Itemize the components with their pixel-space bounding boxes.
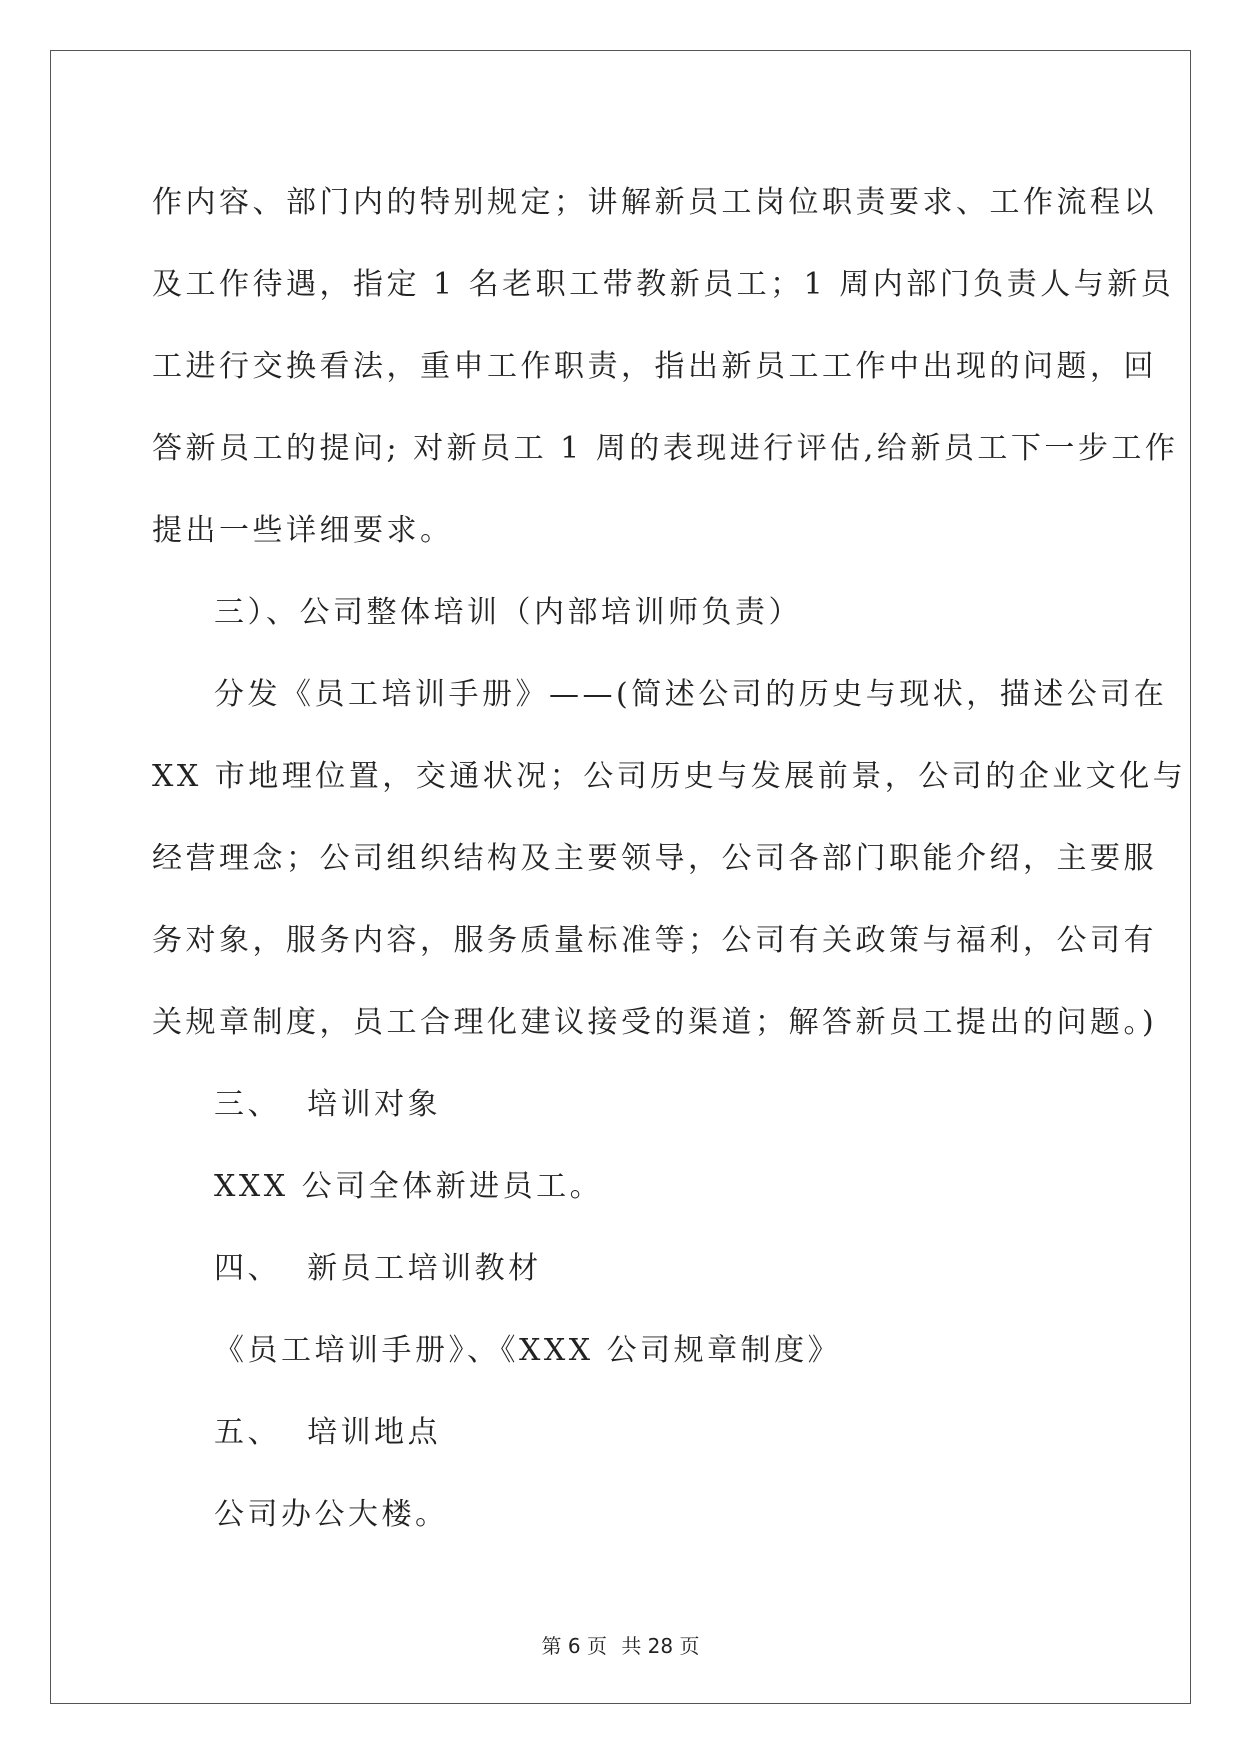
body-line: 关规章制度，员工合理化建议接受的渠道；解答新员工提出的问题。): [152, 1005, 1158, 1040]
page-number-current: 第 6 页: [541, 1634, 607, 1658]
materials-text: 《员工培训手册》、《XXX 公司规章制度》: [214, 1333, 842, 1368]
page-footer: [0, 1630, 1241, 1659]
section-heading-materials: 四、 新员工培训教材: [214, 1251, 542, 1286]
body-line: 提出一些详细要求。: [152, 513, 454, 548]
trainees-text: XXX 公司全体新进员工。: [214, 1169, 604, 1204]
page-number-total: 共 28 页: [621, 1634, 700, 1658]
section-heading-trainees: 三、 培训对象: [214, 1087, 442, 1122]
body-line: 工进行交换看法，重申工作职责，指出新员工工作中出现的问题，回: [152, 349, 1157, 384]
body-line: 分发《员工培训手册》——(简述公司的历史与现状，描述公司在: [214, 677, 1168, 712]
section-heading-location: 五、 培训地点: [214, 1415, 442, 1450]
body-line: XX 市地理位置，交通状况；公司历史与发展前景，公司的企业文化与: [152, 759, 1187, 794]
section-heading-company-training: 三）、公司整体培训（内部培训师负责）: [214, 595, 802, 630]
body-line: 作内容、部门内的特别规定；讲解新员工岗位职责要求、工作流程以: [152, 185, 1157, 220]
location-text: 公司办公大楼。: [214, 1497, 449, 1532]
body-line: 及工作待遇，指定 1 名老职工带教新员工；1 周内部门负责人与新员: [152, 267, 1175, 302]
document-body: [152, 162, 1187, 1556]
body-line: 答新员工的提问; 对新员工 1 周的表现进行评估,给新员工下一步工作: [152, 431, 1179, 466]
body-line: 经营理念；公司组织结构及主要领导，公司各部门职能介绍，主要服: [152, 841, 1157, 876]
body-line: 务对象，服务内容，服务质量标准等；公司有关政策与福利，公司有: [152, 923, 1157, 958]
